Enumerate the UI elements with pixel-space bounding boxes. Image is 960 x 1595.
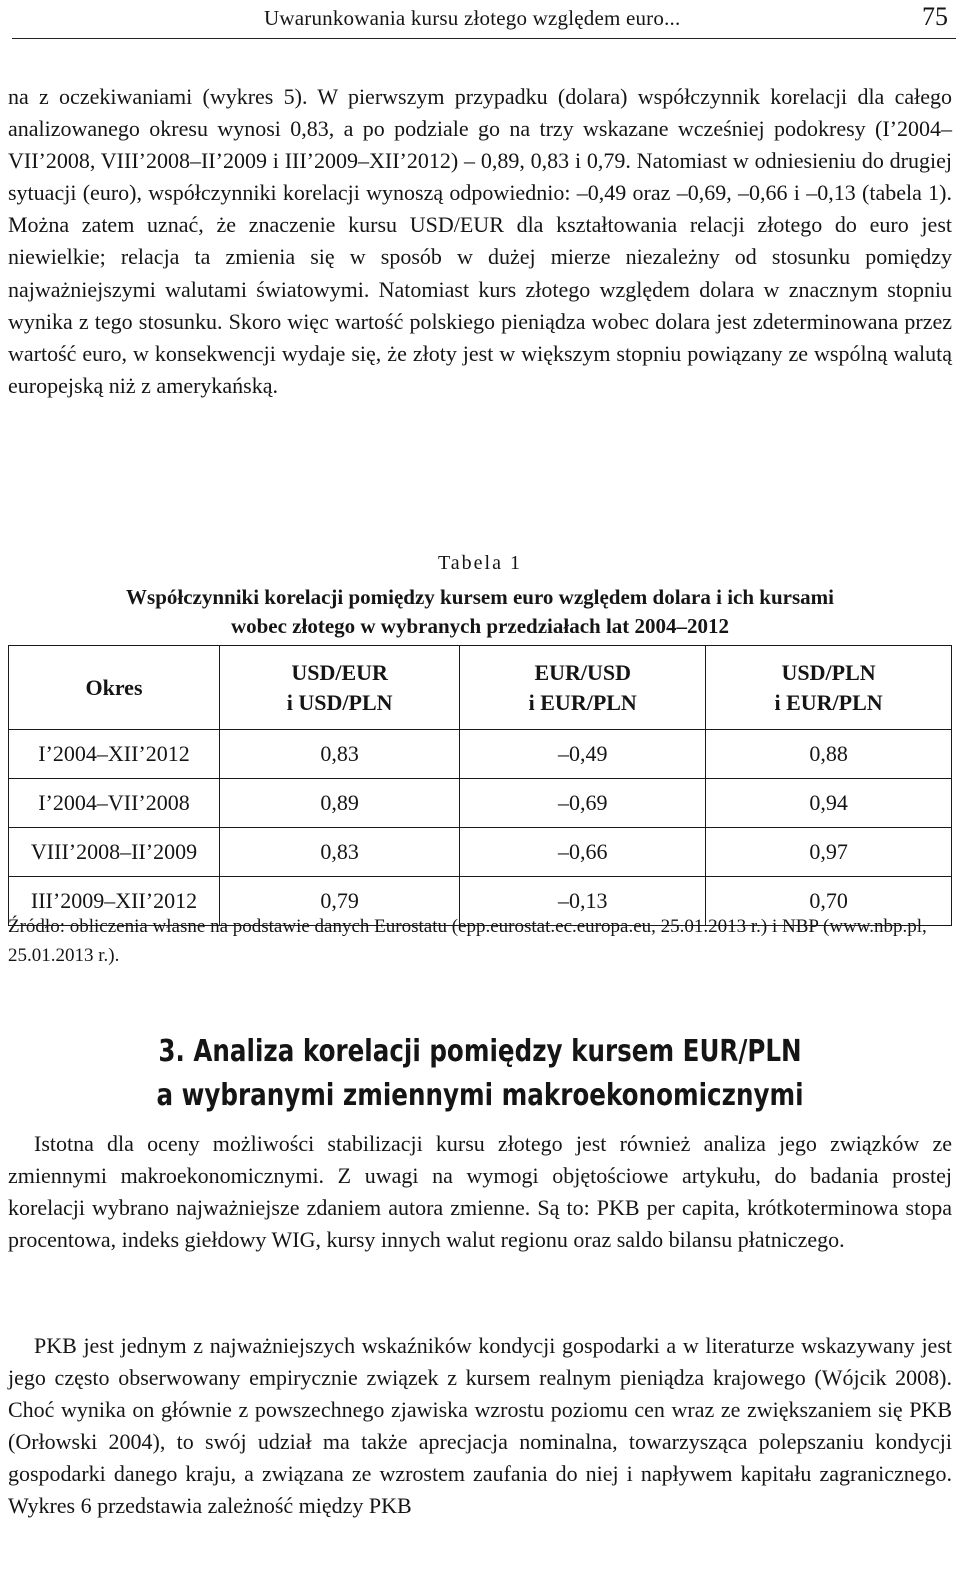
correlation-table xyxy=(8,645,952,926)
table-header-row xyxy=(9,646,952,730)
running-title: Uwarunkowania kursu złotego względem euro... xyxy=(264,6,681,30)
cell-value: 0,94 xyxy=(706,779,952,828)
cell-period: I’2004–XII’2012 xyxy=(9,730,220,779)
table-label: Tabela 1 xyxy=(437,552,522,574)
page-number: 75 xyxy=(922,2,948,31)
cell-value: 0,83 xyxy=(220,730,460,779)
cell-period: I’2004–VII’2008 xyxy=(9,779,220,828)
cell-value: 0,70 xyxy=(706,877,952,926)
table-row xyxy=(9,779,952,828)
running-header xyxy=(12,0,956,39)
header-usd-eur-line-2: i USD/PLN xyxy=(286,689,393,715)
header-usd-pln-line-1: USD/PLN xyxy=(781,659,876,685)
section-heading-line-2: a wybranymi zmiennymi makroekonomicznymi xyxy=(156,1078,804,1113)
body-paragraph-1: na z oczekiwaniami (wykres 5). W pierwszym przypadku (dolara) współczynnik korelacji dla całego analizowanego okresu wynosi 0,83, a po podziale go na trzy wskazane wcześniej podokresy (I’2004–VII’2008, VIII’2008–II’2009 i III’2009–XII’2012) – 0,89, 0,83 i 0,79. Natomiast w odniesieniu do drugiej sytuacji (euro), współczynniki korelacji wynoszą odpowiednio: –0,49 oraz –0,69, –0,66 i –0,13 (tabela 1). Można zatem uznać, że znaczenie kursu USD/EUR dla kształtowania relacji złotego do euro jest niewielkie; relacja ta zmienia się w sposób w dużej mierze niezależny od stosunku pomiędzy najważniejszymi walutami światowymi. Natomiast kurs złotego względem dolara w znacznym stopniu wynika z tego stosunku. Skoro więc wartość polskiego pieniądza wobec dolara jest zdeterminowana przez wartość euro, w konsekwencji wydaje się, że złoty jest w większym stopniu powiązany ze wspólną walutą europejską niż z amerykańską. xyxy=(8,84,952,398)
table-caption-line-1: Współczynniki korelacji pomiędzy kursem euro względem dolara i ich kursami xyxy=(126,585,834,609)
cell-value: –0,13 xyxy=(460,877,706,926)
header-eur-usd-line-2: i EUR/PLN xyxy=(528,689,637,715)
cell-value: –0,69 xyxy=(460,779,706,828)
cell-value: –0,49 xyxy=(460,730,706,779)
table-row xyxy=(9,730,952,779)
table-row xyxy=(9,828,952,877)
section-heading-line-1: 3. Analiza korelacji pomiędzy kursem EUR/PLN xyxy=(158,1034,802,1069)
cell-value: 0,83 xyxy=(220,828,460,877)
table-source-note: Źródło: obliczenia własne na podstawie danych Eurostatu (epp.eurostat.ec.europa.eu, 25.01.2013 r.) i NBP (www.nbp.pl, 25.01.2013 r.). xyxy=(8,916,927,966)
header-usd-eur xyxy=(220,646,460,730)
cell-value: 0,79 xyxy=(220,877,460,926)
section-heading xyxy=(86,1030,873,1118)
header-period: Okres xyxy=(9,646,220,730)
header-usd-pln xyxy=(706,646,952,730)
cell-value: –0,66 xyxy=(460,828,706,877)
table-caption xyxy=(20,583,940,641)
cell-value: 0,97 xyxy=(706,828,952,877)
header-usd-pln-line-2: i EUR/PLN xyxy=(774,689,883,715)
cell-period: III’2009–XII’2012 xyxy=(9,877,220,926)
header-eur-usd xyxy=(460,646,706,730)
cell-value: 0,88 xyxy=(706,730,952,779)
table-caption-line-2: wobec złotego w wybranych przedziałach lat 2004–2012 xyxy=(230,614,730,638)
body-paragraph-2: Istotna dla oceny możliwości stabilizacji kursu złotego jest również analiza jego związków ze zmiennymi makroekonomicznymi. Z uwagi na wymogi objętościowe artykułu, do badania prostej korelacji wybrano najważniejsze zdaniem autora zmienne. Są to: PKB per capita, krótkoterminowa stopa procentowa, indeks giełdowy WIG, kursy innych walut regionu oraz saldo bilansu płatniczego. xyxy=(8,1131,952,1253)
header-eur-usd-line-1: EUR/USD xyxy=(534,659,632,685)
body-paragraph-3: PKB jest jednym z najważniejszych wskaźników kondycji gospodarki a w literaturze wskazywany jest jego często obserwowany empirycznie związek z kursem realnym pieniądza krajowego (Wójcik 2008). Choć wynika on głównie z powszechnego zjawiska wzrostu poziomu cen wraz ze zwiększaniem się PKB (Orłowski 2004), to swój udział ma także aprecjacja nominalna, towarzysząca polepszaniu kondycji gospodarki danego kraju, a związana ze wzrostem zaufania do niej i napływem kapitału zagranicznego. Wykres 6 przedstawia zależność między PKB xyxy=(8,1333,952,1519)
cell-value: 0,89 xyxy=(220,779,460,828)
cell-period: VIII’2008–II’2009 xyxy=(9,828,220,877)
header-usd-eur-line-1: USD/EUR xyxy=(291,659,388,685)
